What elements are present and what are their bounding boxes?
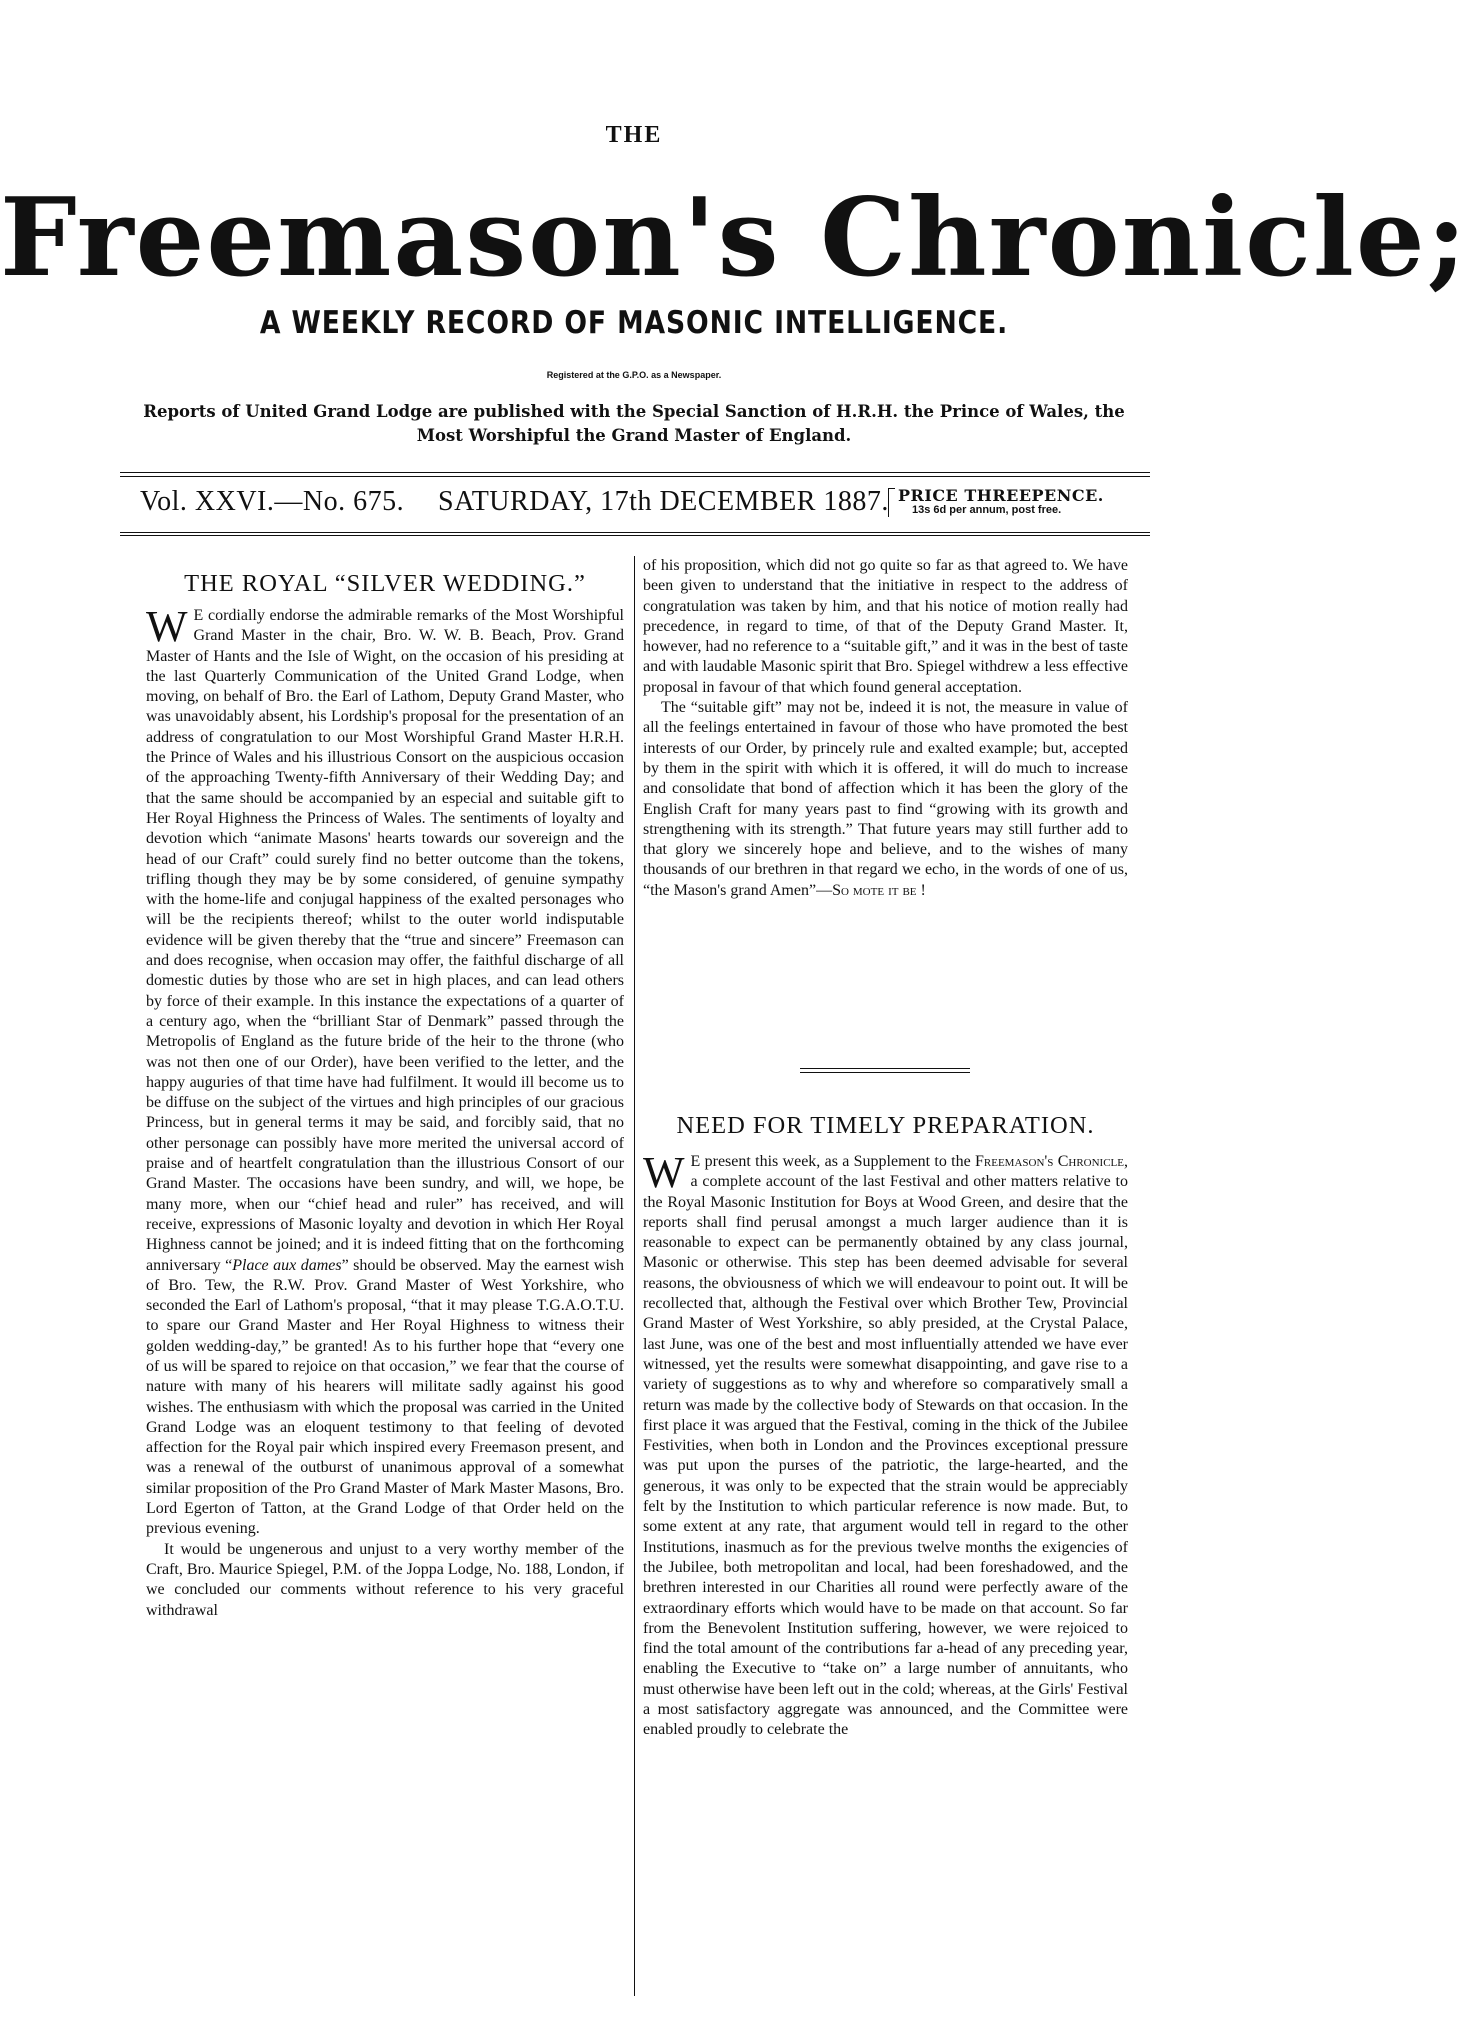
article1-p1-text: E cordially endorse the admirable remarks of the Most Worshipful Grand Master in the chair, Bro. W. W. B. Beach, Prov. Grand Master of Hants and the Isle of Wight, on the occasion of his presiding at the last Quarterly Communication of the United Grand Lodge, when moving, on behalf of Bro. the Earl of Lathom, Deputy Grand Master, who was unavoidably absent, his Lordship's proposal for the presentation of an address of congratulation to our Most Worshipful Grand Master H.R.H. the Prince of Wales and his illustrious Consort on the auspicious occasion of the approaching Twenty-fifth Anniversary of their Wedding Day; and that the same should be accompanied by an especial and suitable gift to Her Royal Highness the Princess of Wales. The sentiments of loyalty and devotion which “animate Masons' hearts towards our sovereign and the head of our Craft” could surely find no better outcome than the tokens, trifling though they may be by some considered, of genuine sympathy with the home-life and conjugal happiness of the exalted personages who will be the recipients thereof; whilst to the outer world indisputable evidence will be given thereby that the “true and sincere” Freemason can and does recognise, when occasion may offer, the faithful discharge of all domestic duties by those who are set in high places, and can lead others by force of their example. In this instance the expectations of a quarter of a century ago, when the “brilliant Star of Denmark” passed through the Metropolis of England as the future bride of the heir to the throne (who was not then one of our Order), have been verified to the letter, and the happy auguries of that time have had fulfilment. It would ill become us to be diffuse on the subject of the virtues and high principles of our gracious Princess, but in general terms it may be said, and forcibly said, that no other personage can possibly have more merited the universal accord of praise and of heartfelt congratulation than the illustrious Consort of our Grand Master. The occasions have been sundry, and will, we hope, be many more, when our “chief head and ruler” has received, and will receive, expressions of Masonic loyalty and devotion in which Her Royal Highness cannot be joined; and it is indeed fitting that on the forthcoming anniversary “ [146,607,624,1274]
closing-end: ! [916,881,926,899]
article1-paragraph-4 [643,698,1128,901]
subscription-price: 13s 6d per annum, post free. [912,504,1062,516]
section-separator-2 [800,1072,970,1073]
closing-phrase: So mote it be [832,881,917,899]
registration-note: Registered at the G.P.O. as a Newspaper. [546,370,722,380]
masthead-rule-top-2 [120,476,1150,477]
article-title-silver-wedding: THE ROYAL “SILVER WEDDING.” [184,570,586,597]
column-divider [634,556,635,1996]
section-separator-1 [800,1068,970,1069]
issue-line [140,486,1140,522]
issue-date: SATURDAY, 17th DECEMBER 1887. [438,486,889,517]
price-bracket [888,488,895,517]
article1-paragraph-2: It would be ungenerous and unjust to a very worthy member of the Craft, Bro. Maurice Spiegel, P.M. of the Joppa Lodge, No. 188, London, if we concluded our comments without reference to his very graceful withdrawal [146,1540,624,1619]
article2-p1-text: , a complete account of the last Festival and other matters relative to the Royal Masonic Institution for Boys at Wood Green, and desire that the reports shall find perusal amongst a much larger audience than it is reasonable to expect can be permanently obtained by any class journal, Masonic or otherwise. This step has been deemed advisable for several reasons, the obviousness of which we will endeavour to point out. It will be recollected that, although the Festival over which Brother Tew, Provincial Grand Master of West Yorkshire, so ably presided, at the Crystal Palace, last June, was one of the best and most influentially attended we have ever witnessed, yet the results were somewhat disappointing, and gave rise to a variety of suggestions as to why and wherefore so comparatively small a return was made by the collective body of Stewards on that occasion. In the first place it was argued that the Festival, coming in the thick of the Jubilee Festivities, when both in London and the Provinces exceptional pressure was put upon the purses of the patriotic, the large-hearted, and the generous, it was only to be expected that the strain would be appreciably felt by the Institution to which particular reference is now made. But, to some extent at any rate, that argument would tell in regard to the other Institutions, inasmuch as for the previous twelve months the exigencies of the Jubilee, both metropolitan and local, had been foreshadowed, and the brethren interested in our Charities all round were perfectly aware of the extraordinary efforts which would have to be made on that account. So far from the Benevolent Institution suffering, however, we were rejoiced to find the total amount of the contributions far a-head of any preceding year, enabling the Executive to “take on” a large number of annuitants, who must otherwise have been left out in the cold; whereas, at the Girls' Festival a most satisfactory aggregate was announced, and the Committee were enabled proudly to celebrate the [643,1153,1128,1739]
dropcap: W [643,1148,685,1197]
price: PRICE THREEPENCE. [898,486,1104,505]
column-right-bottom [643,1148,1128,1741]
price-block [888,486,1138,520]
place-aux-dames: Place aux dames [232,1256,342,1274]
article1-p1-tail: ” should be observed. May the earnest wish of Bro. Tew, the R.W. Prov. Grand Master of West Yorkshire, who seconded the Earl of Lathom's proposal, “that it may please T.G.A.O.T.U. to spare our Grand Master and Her Royal Highness to witness their golden wedding-day,” be granted! As to his further hope that “every one of us will be spared to rejoice on that occasion,” we fear that the course of nature with many of his hearers will militate sadly against his good wishes. The enthusiasm with which the proposal was carried in the United Grand Lodge was an eloquent testimony to that feeling of devoted affection for the Royal pair which inspired every Freemason present, and was a renewal of the outburst of unanimous approval of a somewhat similar proposition of the Pro Grand Master of Mark Master Masons, Bro. Lord Egerton of Tatton, at the Grand Lodge of that Order held on the previous evening. [146,1256,625,1538]
volume-number: Vol. XXVI.—No. 675. [140,486,405,517]
article1-p4-text: The “suitable gift” may not be, indeed it is not, the measure in value of all the feelings entertained in favour of those who have promoted the best interests of our Order, by princely rule and exalted example; but, accepted by them in the spirit with which it is offered, it will do much to increase and consolidate that bond of affection which it has been the glory of the English Craft for many years past to find “growing with its growth and strengthening with its strength.” That future years may still further add to that glory we sincerely hope and believe, and to the wishes of many thousands of our brethren in that regard we echo, in the words of one of us, “the Mason's grand Amen”— [643,699,1128,899]
column-left [146,602,625,1621]
freemasons-chronicle-ref: Freemason's Chronicle [975,1153,1124,1170]
masthead-title: Freemason's Chronicle; [0,175,1469,301]
article1-paragraph-3: of his proposition, which did not go quite so far as that agreed to. We have been given to understand that the initiative in respect to the address of congratulation was taken by him, and that his notice of motion really had precedence, in regard to time, of that of the Deputy Grand Master. It, however, had no reference to a “suitable gift,” and it was in the best of taste and with laudable Masonic spirit that Bro. Spiegel withdrew a less effective proposal in favour of that which found general acceptation. [643,557,1128,696]
article2-p1-start: E present this week, as a Supplement to the [690,1153,975,1170]
dropcap: W [146,602,188,651]
article2-paragraph-1 [643,1148,1128,1741]
issue-rule-bottom [120,532,1150,533]
masthead-rule-top [120,472,1150,473]
article1-paragraph-1 [146,602,625,1540]
masthead-the: THE [605,122,663,148]
article-title-timely-preparation: NEED FOR TIMELY PREPARATION. [676,1112,1095,1139]
issue-rule-bottom-2 [120,535,1150,536]
masthead-subtitle: A WEEKLY RECORD OF MASONIC INTELLIGENCE. [259,305,1009,341]
column-right-top [643,556,1128,901]
reports-sanction-note: Reports of United Grand Lodge are published with the Special Sanction of H.R.H. the Prince of Wales, the Most Worshipful the Grand Master of England. [143,402,1125,445]
